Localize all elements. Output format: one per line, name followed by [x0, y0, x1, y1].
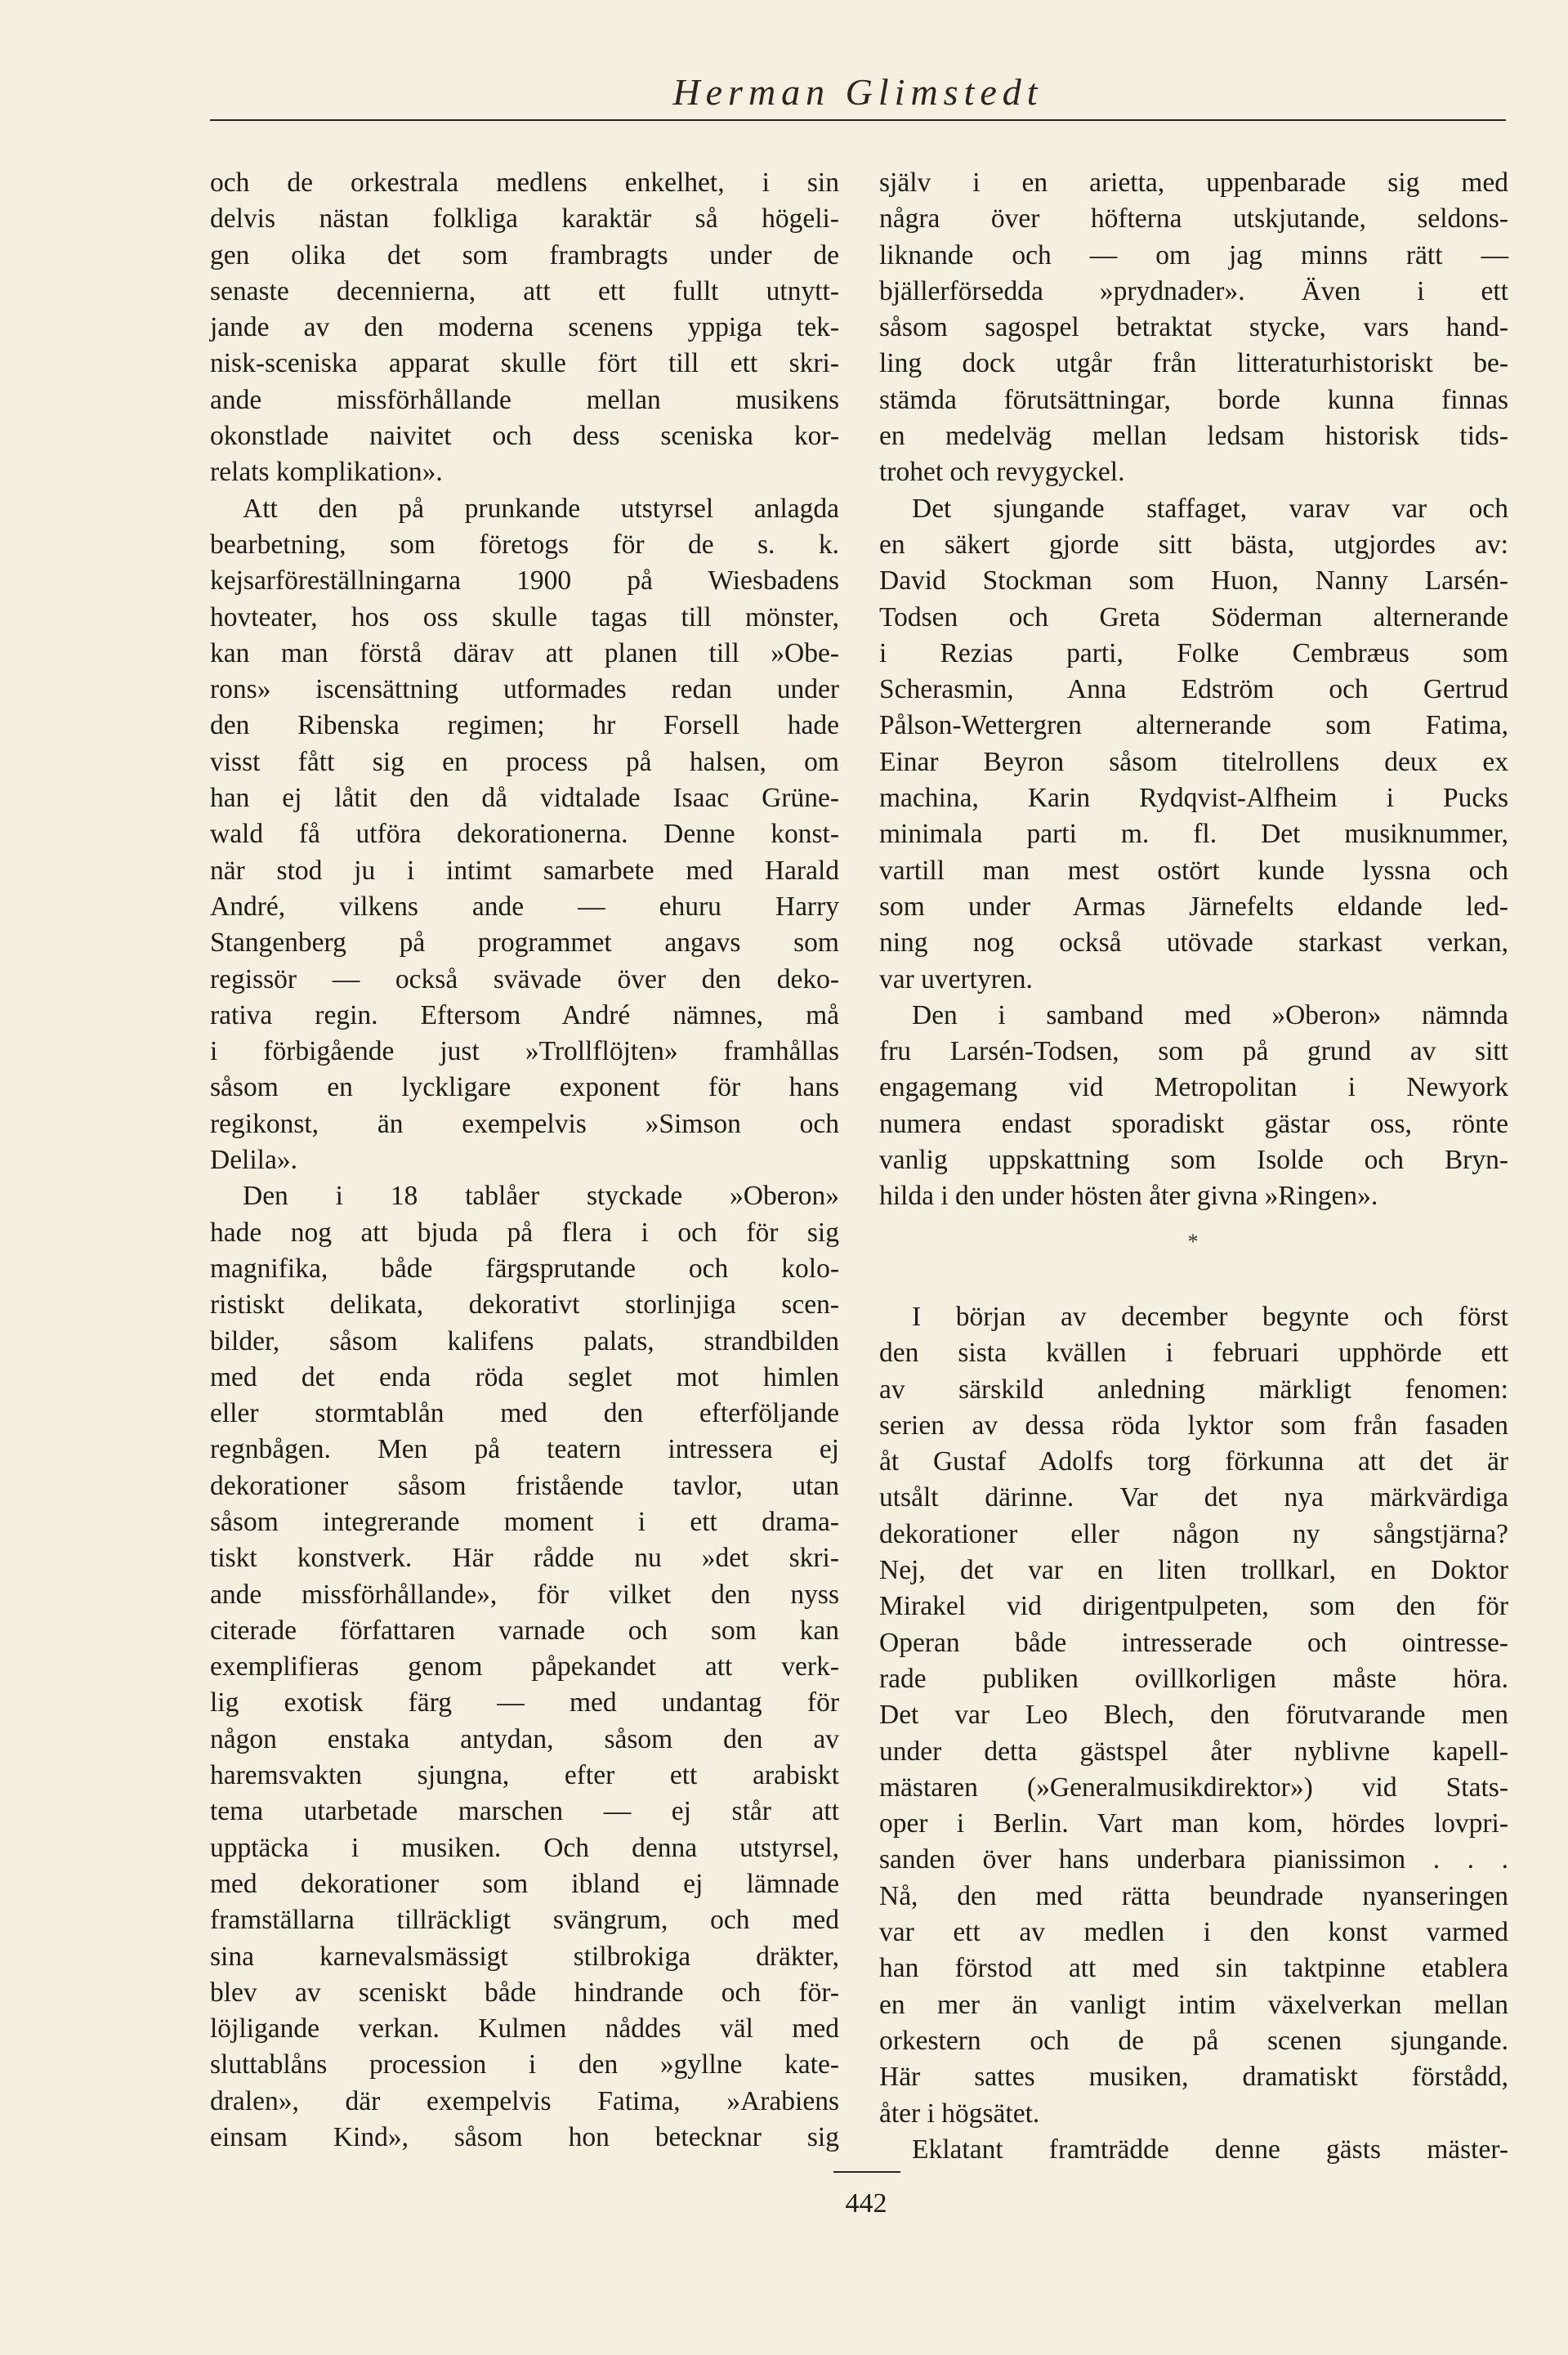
text-line: okonstlade naivitet och dess sceniska kor- [210, 421, 839, 452]
text-line: visst fått sig en process på halsen, om [210, 746, 839, 777]
text-line: einsam Kind», såsom hon betecknar sig [210, 2122, 839, 2153]
text-line: och de orkestrala medlens enkelhet, i sin [210, 168, 839, 198]
text-line: vanlig uppskattning som Isolde och Bryn- [879, 1145, 1508, 1176]
text-line: Nej, det var en liten trollkarl, en Doktor [879, 1555, 1508, 1586]
right-column-top [879, 165, 1508, 1215]
text-line: tiskt konstverk. Här rådde nu »det skri- [210, 1543, 839, 1574]
text-line: dralen», där exempelvis Fatima, »Arabiens [210, 2085, 839, 2116]
text-line: såsom integrerande moment i ett drama- [210, 1506, 839, 1537]
text-line: magnifika, både färgsprutande och kolo- [210, 1253, 839, 1284]
text-line: regissör — också svävade över den deko- [210, 963, 839, 994]
text-line: fru Larsén-Todsen, som på grund av sitt [879, 1036, 1508, 1067]
text-line: sina karnevalsmässigt stilbrokiga dräkter, [210, 1941, 839, 1972]
paragraph [879, 2132, 1508, 2168]
paragraph [210, 491, 839, 1179]
text-line: sluttablåns procession i den »gyllne kate- [210, 2049, 839, 2080]
text-line: André, vilkens ande — ehuru Harry [210, 891, 839, 922]
text-line: I början av december begynte och först [912, 1302, 1508, 1332]
text-line: Pålson-Wettergren alternerande som Fatima, [879, 710, 1508, 741]
text-line: Todsen och Greta Söderman alternerande [879, 601, 1508, 632]
text-line: åt Gustaf Adolfs torg förkunna att det är [879, 1446, 1508, 1477]
text-line: med det enda röda seglet mot himlen [210, 1361, 839, 1392]
text-line: orkestern och de på scenen sjungande. [879, 2025, 1508, 2056]
text-line: liknande och — om jag minns rätt — [879, 239, 1508, 270]
text-line: stämda förutsättningar, borde kunna finnas [879, 384, 1508, 415]
text-line: nisk-sceniska apparat skulle fört till ett skri- [210, 348, 839, 379]
text-line: i förbigående just »Trollflöjten» framhållas [210, 1036, 839, 1067]
paragraph [879, 491, 1508, 998]
text-line: var uvertyren. [879, 963, 1033, 994]
text-line: numera endast sporadiskt gästar oss, rönte [879, 1108, 1508, 1139]
text-line: Eklatant framträdde denne gästs mäster- [912, 2134, 1508, 2165]
text-line: bjällerförsedda »prydnader». Även i ett [879, 275, 1508, 306]
text-line: regnbågen. Men på teatern intressera ej [210, 1434, 839, 1465]
text-line: kan man förstå därav att planen till »Obe- [210, 637, 839, 668]
text-line: utsålt därinne. Var det nya märkvärdiga [879, 1482, 1508, 1513]
text-line: Stangenberg på programmet angavs som [210, 927, 839, 959]
text-line: lig exotisk färg — med undantag för [210, 1687, 839, 1718]
text-line: den sista kvällen i februari upphörde ett [879, 1338, 1508, 1369]
text-line: hilda i den under hösten åter givna »Ringen». [879, 1181, 1378, 1212]
text-line: Det sjungande staffaget, varav var och [912, 493, 1508, 524]
text-line: gen olika det som frambragts under de [210, 239, 839, 270]
text-line: ande missförhållande», för vilket den nyss [210, 1579, 839, 1610]
text-line: Nå, den med rätta beundrade nyanseringen [879, 1880, 1508, 1911]
text-line: såsom en lyckligare exponent för hans [210, 1072, 839, 1103]
paragraph [210, 165, 839, 491]
text-line: en mer än vanligt intim växelverkan mellan [879, 1989, 1508, 2020]
text-line: Einar Beyron såsom titelrollens deux ex [879, 746, 1508, 777]
text-line: under detta gästspel åter nyblivne kapell- [879, 1736, 1508, 1767]
text-line: ande missförhållande mellan musikens [210, 384, 839, 415]
footer-rule [833, 2171, 900, 2173]
text-line: löjligande verkan. Kulmen nåddes väl med [210, 2013, 839, 2044]
text-line: i Rezias parti, Folke Cembræus som [879, 637, 1508, 668]
running-header: Herman Glimstedt [672, 71, 1043, 113]
text-line: rativa regin. Eftersom André nämnes, må [210, 999, 839, 1030]
text-line: Mirakel vid dirigentpulpeten, som den för [879, 1591, 1508, 1622]
text-line: regikonst, än exempelvis »Simson och [210, 1108, 839, 1139]
text-line: upptäcka i musiken. Och denna utstyrsel, [210, 1832, 839, 1863]
text-line: han ej låtit den då vidtalade Isaac Grüne- [210, 783, 839, 814]
text-line: minimala parti m. fl. Det musiknummer, [879, 819, 1508, 850]
text-line: Scherasmin, Anna Edström och Gertrud [879, 674, 1508, 705]
text-line: Den i samband med »Oberon» nämnda [912, 999, 1508, 1030]
text-line: eller stormtablån med den efterföljande [210, 1398, 839, 1429]
section-separator: * [1187, 1230, 1199, 1253]
text-line: dekorationer såsom fristående tavlor, utan [210, 1470, 839, 1501]
text-line: Den i 18 tablåer styckade »Oberon» [243, 1181, 839, 1212]
paragraph [879, 1299, 1508, 2132]
text-line: senaste decennierna, att ett fullt utnytt- [210, 275, 839, 306]
text-line: Delila». [210, 1145, 297, 1176]
text-line: med dekorationer som ibland ej lämnade [210, 1868, 839, 1899]
text-line: haremsvakten sjungna, efter ett arabiskt [210, 1760, 839, 1791]
text-line: han förstod att med sin taktpinne etablera [879, 1953, 1508, 1984]
text-line: mästaren (»Generalmusikdirektor») vid Stats- [879, 1772, 1508, 1803]
text-line: machina, Karin Rydqvist-Alfheim i Pucks [879, 783, 1508, 814]
paragraph [210, 1178, 839, 2156]
text-line: bilder, såsom kalifens palats, strandbilden [210, 1325, 839, 1356]
text-line: av särskild anledning märkligt fenomen: [879, 1374, 1508, 1405]
paragraph [879, 165, 1508, 491]
text-line: när stod ju i intimt samarbete med Harald [210, 855, 839, 886]
text-line: någon enstaka antydan, såsom den av [210, 1723, 839, 1754]
text-line: själv i en arietta, uppenbarade sig med [879, 168, 1508, 198]
text-line: ling dock utgår från litteraturhistoriskt be- [879, 348, 1508, 379]
text-line: blev av sceniskt både hindrande och för- [210, 1977, 839, 2008]
text-line: bearbetning, som företogs för de s. k. [210, 529, 839, 560]
left-column [210, 165, 839, 2156]
text-line: några över höfterna utskjutande, seldons- [879, 203, 1508, 235]
right-column-bottom [879, 1299, 1508, 2168]
text-line: en medelväg mellan ledsam historisk tids- [879, 421, 1508, 452]
text-line: serien av dessa röda lyktor som från fasaden [879, 1410, 1508, 1441]
text-line: citerade författaren varnade och som kan [210, 1615, 839, 1646]
text-line: rons» iscensättning utformades redan under [210, 674, 839, 705]
text-line: Operan både intresserade och ointresse- [879, 1627, 1508, 1658]
text-line: Att den på prunkande utstyrsel anlagda [243, 493, 839, 524]
text-line: sanden över hans underbara pianissimon . . . [879, 1844, 1508, 1875]
text-line: trohet och revygyckel. [879, 457, 1125, 488]
text-line: den Ribenska regimen; hr Forsell hade [210, 710, 839, 741]
text-line: rade publiken ovillkorligen måste höra. [879, 1663, 1508, 1694]
text-line: relats komplikation». [210, 457, 443, 488]
text-line: var ett av medlen i den konst varmed [879, 1917, 1508, 1948]
paragraph [879, 998, 1508, 1215]
text-line: hovteater, hos oss skulle tagas till mönster, [210, 601, 839, 632]
text-line: som under Armas Järnefelts eldande led- [879, 891, 1508, 922]
text-line: tema utarbetade marschen — ej står att [210, 1796, 839, 1827]
text-line: jande av den moderna scenens yppiga tek- [210, 312, 839, 343]
text-line: Det var Leo Blech, den förutvarande men [879, 1700, 1508, 1731]
text-line: Här sattes musiken, dramatiskt förstådd, [879, 2062, 1508, 2093]
text-line: exemplifieras genom påpekandet att verk- [210, 1651, 839, 1682]
text-line: David Stockman som Huon, Nanny Larsén- [879, 565, 1508, 597]
text-line: dekorationer eller någon ny sångstjärna? [879, 1518, 1508, 1549]
text-line: en säkert gjorde sitt bästa, utgjordes av: [879, 529, 1508, 560]
text-line: engagemang vid Metropolitan i Newyork [879, 1072, 1508, 1103]
text-line: kejsarföreställningarna 1900 på Wiesbadens [210, 565, 839, 597]
text-line: åter i högsätet. [879, 2098, 1040, 2129]
text-line: delvis nästan folkliga karaktär så högeli- [210, 203, 839, 235]
text-line: framställarna tillräckligt svängrum, och med [210, 1905, 839, 1936]
text-line: wald få utföra dekorationerna. Denne konst- [210, 819, 839, 850]
header-rule [210, 119, 1506, 121]
text-line: vartill man mest ostört kunde lyssna och [879, 855, 1508, 886]
text-line: oper i Berlin. Vart man kom, hördes lovpri- [879, 1808, 1508, 1839]
text-line: ristiskt delikata, dekorativt storlinjiga scen- [210, 1289, 839, 1320]
text-line: såsom sagospel betraktat stycke, vars hand- [879, 312, 1508, 343]
page-number: 442 [845, 2188, 887, 2219]
text-line: ning nog också utövade starkast verkan, [879, 927, 1508, 959]
text-line: hade nog att bjuda på flera i och för sig [210, 1217, 839, 1248]
